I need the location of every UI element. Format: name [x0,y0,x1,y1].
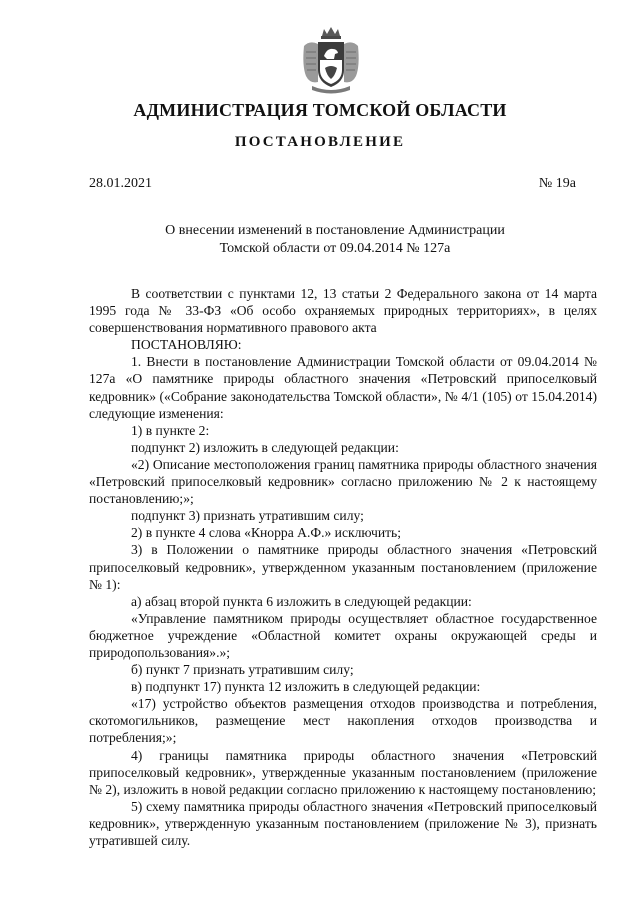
paragraph: 2) в пункте 4 слова «Кнорра А.Ф.» исключить; [131,525,402,541]
paragraph: «2) Описание местоположения границ памятника природы областного значения «Петровский припоселковый кедровник» согласно приложению № 2 к настоящему постановлению;»; [89,456,597,507]
paragraph: подпункт 2) изложить в следующей редакции: [131,439,399,455]
paragraph: «17) устройство объектов размещения отходов производства и потребления, скотомогильников, размещение мест накопления отходов производства и потребления;»; [89,696,597,746]
paragraph: 3) в Положении о памятнике природы областного значения «Петровский припоселковый кедровник», утвержденном указанным постановлением (приложение № 1): [89,542,597,592]
document-date: 28.01.2021 [89,176,152,191]
subject-line: О внесении изменений в постановление Администрации [165,223,505,238]
paragraph: 4) границы памятника природы областного значения «Петровский припоселковый кедровник», утвержденные указанным постановлением (приложение № 2), изложить в новой редакции согласно приложению к настоящему постановлению; [89,747,597,797]
paragraph: 5) схему памятника природы областного значения «Петровский припоселковый кедровник», утвержденную указанным постановлением (приложение № 3), признать утратившей силу. [89,798,597,848]
paragraph: подпункт 3) признать утратившим силу; [131,508,364,524]
subject-line: Томской области от 09.04.2014 № 127а [219,241,451,256]
coat-of-arms-icon [300,26,362,96]
paragraph: а) абзац второй пункта 6 изложить в следующей редакции: [131,593,472,609]
paragraph: В соответствии с пунктами 12, 13 статьи 2 Федерального закона от 14 марта 1995 года № 33-ФЗ «Об особо охраняемых природных территориях», в целях совершенствования нормативного правового акта [89,286,597,336]
document-subject [150,222,520,258]
paragraph: в) подпункт 17) пункта 12 изложить в следующей редакции: [131,679,481,695]
paragraph: б) пункт 7 признать утратившим силу; [131,662,354,678]
document-body [89,285,597,849]
paragraph: «Управление памятником природы осуществляет областное государственное бюджетное учреждение «Областной комитет охраны окружающей среды и природопользования».»; [89,610,597,660]
paragraph-decree: ПОСТАНОВЛЯЮ: [131,337,242,353]
document-type: ПОСТАНОВЛЕНИЕ [234,134,406,150]
organization-title: АДМИНИСТРАЦИЯ ТОМСКОЙ ОБЛАСТИ [133,100,507,120]
paragraph: 1. Внести в постановление Администрации Томской области от 09.04.2014 № 127а «О памятнике природы областного значения «Петровский припоселковый кедровник» («Собрание законодательства Томской области», № 4/1 (105) от 15.04.2014) следующие изменения: [89,354,597,421]
paragraph: 1) в пункте 2: [131,422,210,438]
document-number: № 19а [538,176,576,191]
